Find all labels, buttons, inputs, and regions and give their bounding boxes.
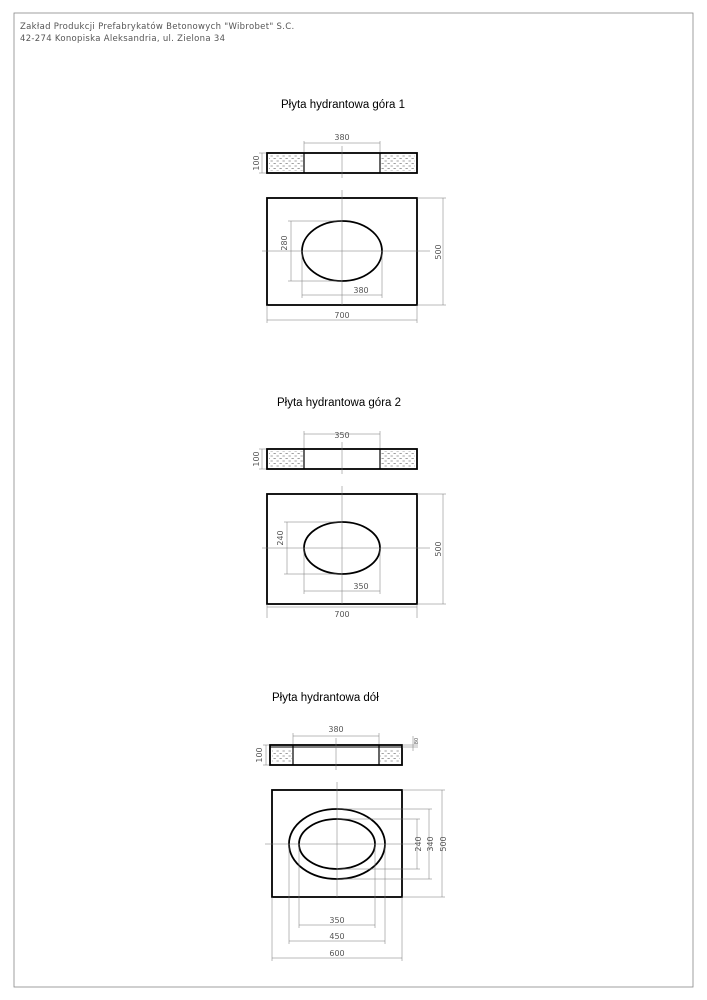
dim-opening-width-label: 350: [353, 582, 369, 591]
dim-width-label: 600: [329, 949, 345, 958]
plan-view: [262, 190, 446, 323]
dim-step-label: 80: [414, 737, 420, 745]
section-view: [252, 133, 417, 178]
drawing-dol: [255, 725, 448, 961]
drawing-title-gora-1: Płyta hydrantowa góra 1: [281, 99, 406, 111]
dim-opening-label: 380: [328, 725, 344, 734]
dim-outer-height-label: 340: [426, 836, 435, 852]
dim-opening-label: 350: [334, 431, 350, 440]
plan-view: [262, 486, 446, 619]
drawing-title-dol: Płyta hydrantowa dół: [272, 692, 379, 704]
dim-inner-height-label: 240: [414, 836, 423, 852]
dim-opening-label: 380: [334, 133, 350, 142]
dim-outer-width-label: 450: [329, 932, 345, 941]
dim-width-label: 700: [334, 311, 350, 320]
section-view: [252, 431, 417, 474]
dim-opening-height-label: 240: [276, 530, 285, 546]
dim-depth-label: 500: [439, 836, 448, 852]
drawing-title-gora-2: Płyta hydrantowa góra 2: [277, 397, 402, 409]
company-name: Zakład Produkcji Prefabrykatów Betonowych "Wibrobet" S.C.: [20, 22, 295, 32]
drawing-gora-2: [252, 431, 446, 619]
dim-thickness-label: 100: [252, 155, 261, 171]
dim-opening-width-label: 380: [353, 286, 369, 295]
dim-inner-width-label: 350: [329, 916, 345, 925]
dim-depth-label: 500: [434, 244, 443, 260]
drawing-gora-1: [252, 133, 446, 323]
dim-opening-height-label: 280: [280, 235, 289, 251]
plan-view: [265, 782, 448, 961]
dim-thickness-label: 100: [255, 747, 264, 763]
dim-width-label: 700: [334, 610, 350, 619]
dim-depth-label: 500: [434, 541, 443, 557]
company-address: 42-274 Konopiska Aleksandria, ul. Zielona 34: [20, 34, 226, 44]
section-view: [255, 725, 420, 770]
sheet-frame: [14, 13, 693, 987]
dim-thickness-label: 100: [252, 451, 261, 467]
